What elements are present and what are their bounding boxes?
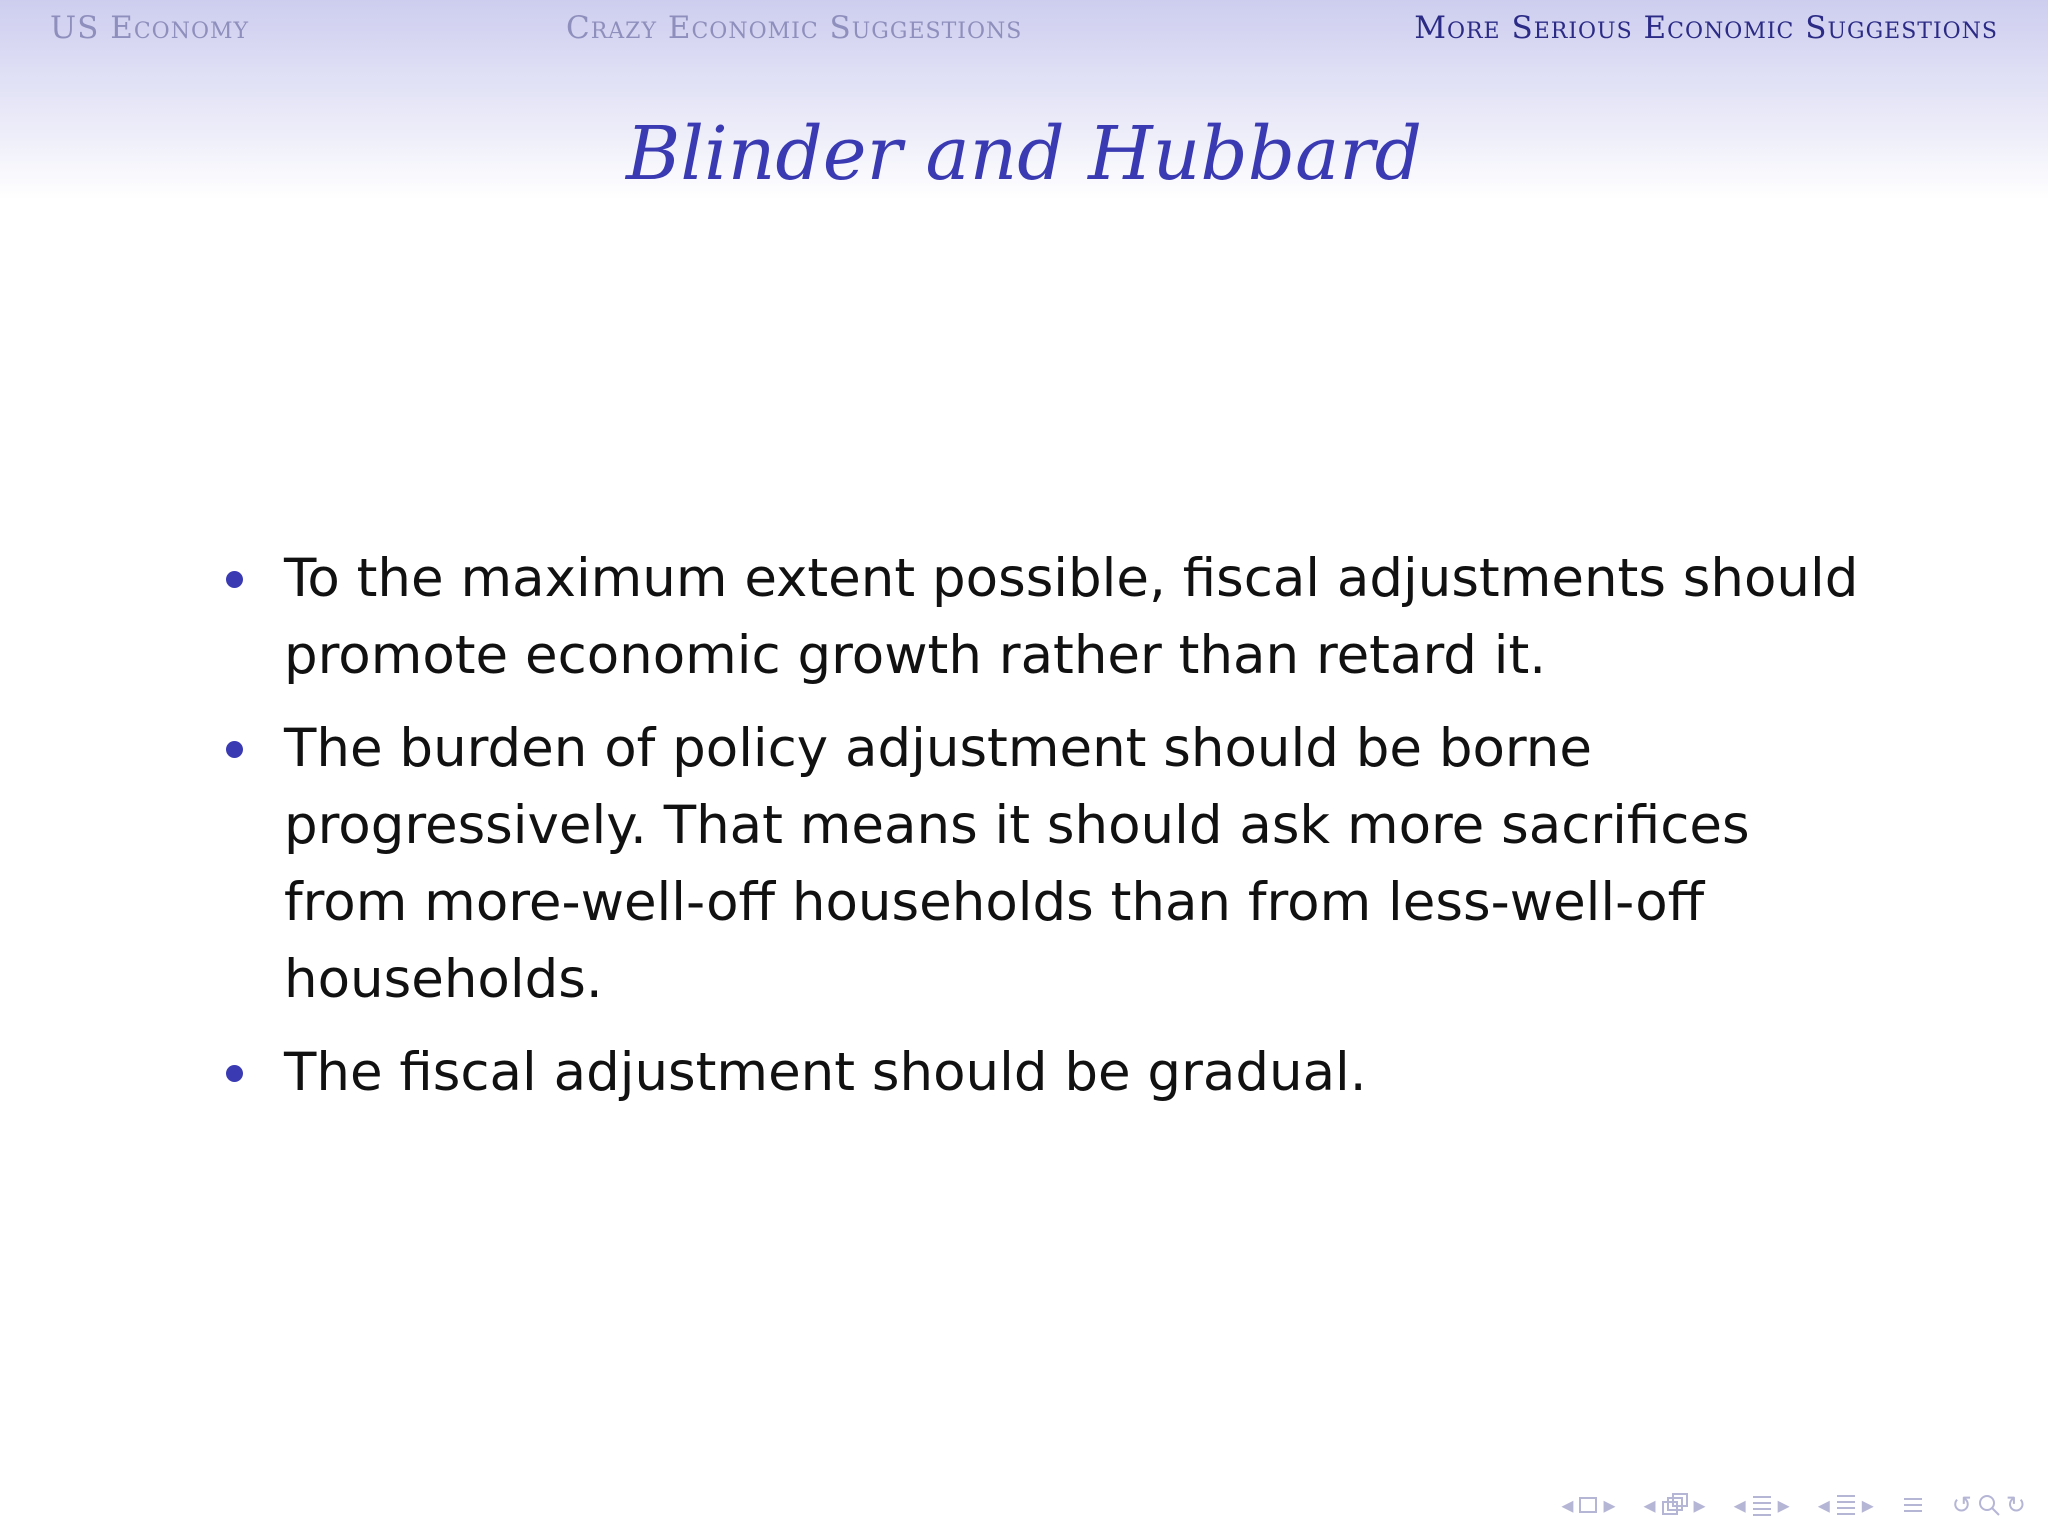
frame-icon[interactable] (1578, 1496, 1598, 1514)
bullet-text: The fiscal adjustment should be gradual. (284, 1042, 1367, 1103)
history-nav-group (1952, 1490, 2026, 1520)
frame-title: Blinder and Hubbard (626, 111, 1422, 197)
section-icon[interactable] (1751, 1493, 1773, 1517)
arrow-right-icon[interactable]: ▸ (1693, 1491, 1706, 1519)
forward-icon[interactable]: ↻ (2005, 1491, 2026, 1519)
bullet-icon (226, 1065, 243, 1082)
frame-nav-group (1561, 1490, 1615, 1520)
bullet-icon (226, 571, 243, 588)
header-section-crazy-economic-suggestions[interactable]: Crazy Economic Suggestions (566, 10, 1023, 46)
bullet-item (220, 710, 1860, 1018)
bullet-item (220, 1034, 1860, 1111)
document-nav-group (1818, 1490, 1874, 1520)
arrow-right-icon[interactable]: ▸ (1603, 1491, 1616, 1519)
arrow-right-icon[interactable]: ▸ (1861, 1491, 1874, 1519)
arrow-left-icon[interactable]: ◂ (1733, 1491, 1746, 1519)
bullet-item (220, 540, 1860, 694)
subsection-nav-group (1644, 1490, 1706, 1520)
bullet-icon (226, 741, 243, 758)
document-icon[interactable] (1835, 1493, 1857, 1517)
bullet-list (220, 540, 1860, 1127)
search-icon[interactable] (1977, 1493, 2001, 1517)
beamer-navigation-bar (1561, 1490, 2026, 1520)
arrow-left-icon[interactable]: ◂ (1643, 1491, 1656, 1519)
subsection-icon[interactable] (1661, 1492, 1689, 1518)
header-section-more-serious-economic-suggestions[interactable]: More Serious Economic Suggestions (1414, 10, 1998, 46)
align-icon[interactable] (1902, 1493, 1924, 1517)
arrow-left-icon[interactable]: ◂ (1561, 1491, 1574, 1519)
bullet-text: To the maximum extent possible, fiscal adjustments should promote economic growth rather than retard it. (284, 548, 1859, 686)
align-nav-group (1902, 1493, 1924, 1517)
section-nav-group (1734, 1490, 1790, 1520)
header-section-us-economy[interactable]: US Economy (50, 10, 250, 46)
arrow-right-icon[interactable]: ▸ (1777, 1491, 1790, 1519)
bullet-text: The burden of policy adjustment should be borne progressively. That means it should ask more sacrifices from more-well-off households than from less-well-off households. (284, 718, 1750, 1010)
arrow-left-icon[interactable]: ◂ (1817, 1491, 1830, 1519)
back-icon[interactable]: ↺ (1951, 1491, 1972, 1519)
